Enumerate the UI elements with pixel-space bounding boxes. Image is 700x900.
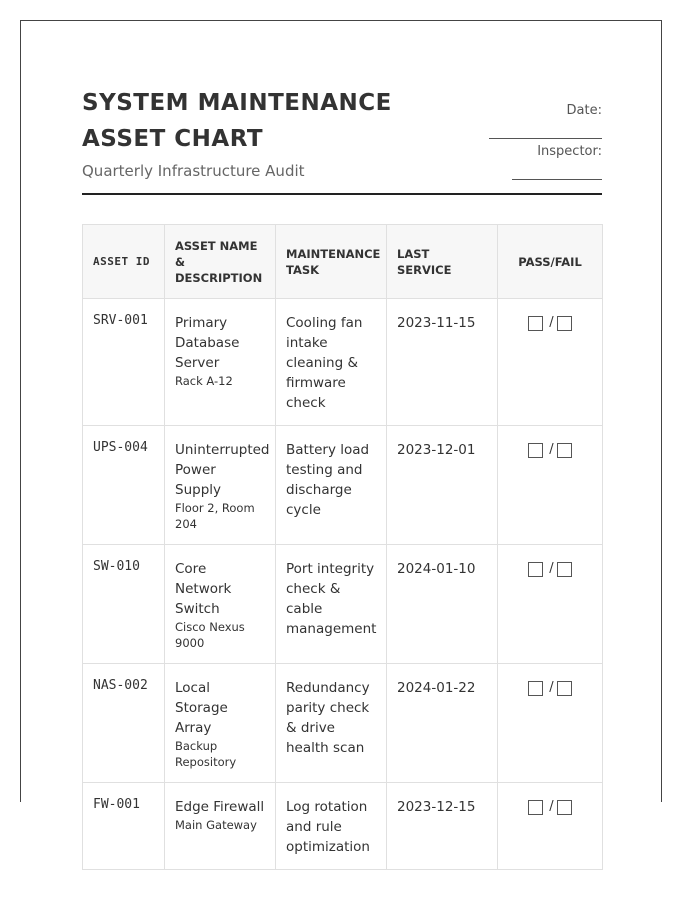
pass-checkbox[interactable] [528, 443, 543, 458]
table-row [83, 783, 603, 870]
pass-checkbox[interactable] [528, 681, 543, 696]
maintenance-task-cell: Redundancy parity check & drive health scan [276, 664, 387, 783]
table-header-row [83, 225, 603, 299]
asset-location: Rack A-12 [175, 374, 233, 388]
pass-checkbox[interactable] [528, 562, 543, 577]
maintenance-task-cell: Battery load testing and discharge cycle [276, 426, 387, 545]
asset-table [82, 224, 603, 870]
asset-name: Local Storage Array [175, 680, 228, 736]
pass-fail-separator: / [549, 442, 554, 457]
last-service-cell: 2023-11-15 [387, 299, 498, 426]
asset-name-cell [165, 664, 276, 783]
fail-checkbox[interactable] [557, 681, 572, 696]
pass-fail-separator: / [549, 799, 554, 814]
maintenance-task-cell: Port integrity check & cable management [276, 545, 387, 664]
inspector-label: Inspector: [537, 144, 602, 159]
column-header-maintenance-task: MAINTENANCE TASK [276, 225, 387, 299]
column-header-asset-id: ASSET ID [83, 225, 165, 299]
maintenance-task-cell: Log rotation and rule optimization [276, 783, 387, 870]
asset-name-cell [165, 545, 276, 664]
asset-location: Cisco Nexus 9000 [175, 620, 245, 650]
pass-fail-cell [498, 545, 603, 664]
document-page [20, 20, 662, 855]
asset-name: Edge Firewall [175, 799, 265, 815]
pass-fail-separator: / [549, 315, 554, 330]
document-header [82, 85, 602, 195]
asset-name-cell [165, 299, 276, 426]
asset-id-cell: SRV-001 [83, 299, 165, 426]
last-service-cell: 2023-12-01 [387, 426, 498, 545]
pass-checkbox[interactable] [528, 316, 543, 331]
page-title: SYSTEM MAINTENANCE ASSET CHART [82, 90, 392, 152]
last-service-cell: 2024-01-22 [387, 664, 498, 783]
pass-fail-cell [498, 783, 603, 870]
asset-name: Core Network Switch [175, 561, 232, 617]
pass-fail-separator: / [549, 680, 554, 695]
pass-checkbox[interactable] [528, 800, 543, 815]
inspector-field-line [512, 179, 602, 180]
date-label: Date: [566, 103, 602, 118]
column-header-pass-fail: PASS/FAIL [498, 225, 603, 299]
asset-id-cell: SW-010 [83, 545, 165, 664]
asset-table-container [82, 224, 602, 870]
pass-fail-cell [498, 664, 603, 783]
fail-checkbox[interactable] [557, 443, 572, 458]
fail-checkbox[interactable] [557, 562, 572, 577]
asset-name-cell [165, 426, 276, 545]
fail-checkbox[interactable] [557, 316, 572, 331]
asset-id-cell: NAS-002 [83, 664, 165, 783]
column-header-asset-name: ASSET NAME & DESCRIPTION [165, 225, 276, 299]
asset-id-cell: FW-001 [83, 783, 165, 870]
asset-location: Main Gateway [175, 818, 257, 832]
fail-checkbox[interactable] [557, 800, 572, 815]
asset-name: Uninterrupted Power Supply [175, 442, 270, 498]
asset-id-cell: UPS-004 [83, 426, 165, 545]
asset-name: Primary Database Server [175, 315, 240, 371]
asset-name-cell [165, 783, 276, 870]
table-row [83, 426, 603, 545]
last-service-cell: 2023-12-15 [387, 783, 498, 870]
asset-location: Backup Repository [175, 739, 237, 769]
table-row [83, 545, 603, 664]
table-row [83, 664, 603, 783]
pass-fail-cell [498, 299, 603, 426]
last-service-cell: 2024-01-10 [387, 545, 498, 664]
table-row [83, 299, 603, 426]
maintenance-task-cell: Cooling fan intake cleaning & firmware check [276, 299, 387, 426]
page-subtitle: Quarterly Infrastructure Audit [82, 162, 305, 180]
column-header-last-service: LAST SERVICE [387, 225, 498, 299]
date-field-line [489, 138, 602, 139]
pass-fail-separator: / [549, 561, 554, 576]
asset-location: Floor 2, Room 204 [175, 501, 255, 531]
pass-fail-cell [498, 426, 603, 545]
